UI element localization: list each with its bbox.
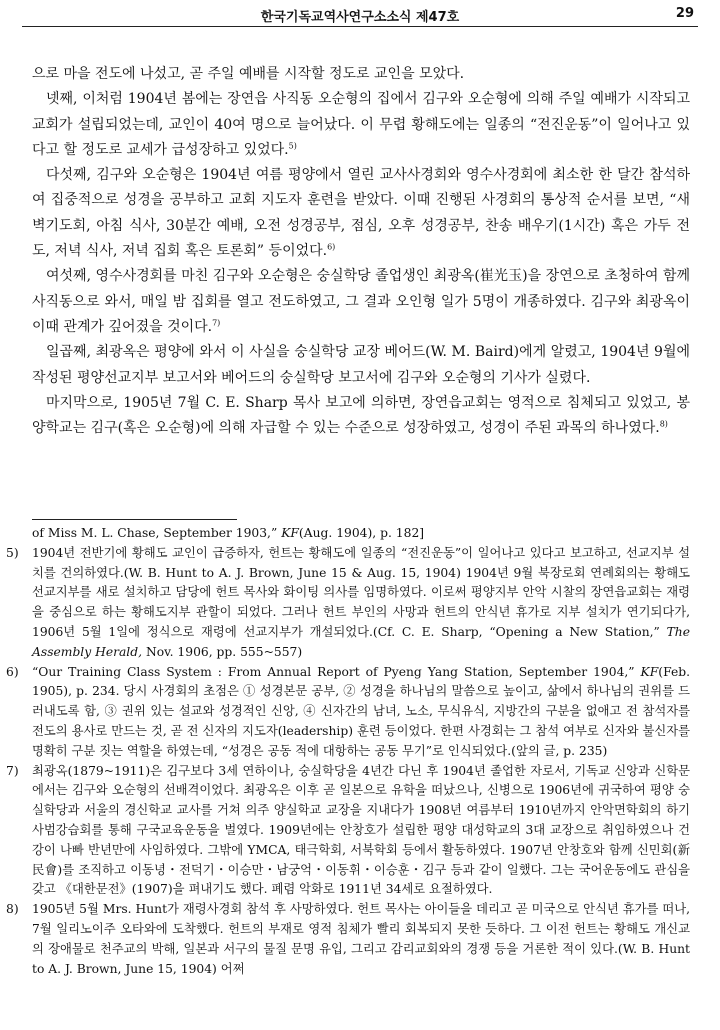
paragraph-text: 마지막으로, 1905년 7월 C. E. Sharp 목사 보고에 의하면, 장연읍교회는 영적으로 침체되고 있었고, 봉양학교는 김구(혹은 오순형)에 의해 자급할 수 있는 수준으로 성장하였고, 성경이 주된 과목의 하나였다. [32, 394, 690, 437]
main-text [32, 62, 690, 441]
footnote-number: 7) [6, 763, 19, 778]
paragraph-text: 다섯째, 김구와 오순형은 1904년 여름 평양에서 열린 교사사경회와 영수사경회에 최소한 한 달간 참석하여 집중적으로 성경을 공부하고 교회 지도자 훈련을 받았다. 이때 진행된 사경회의 통상적 순서를 보면, “새벽기도회, 아침 식사, 30분간 예배, 오전 성경공부, 점심, 오후 성경공부, 찬송 배우기(1시간) 혹은 가두 전도, 저녁 식사, 저녁 집회 혹은 토론회” 등이었다. [32, 167, 690, 260]
footnote-text: (Aug. 1904), p. 182] [298, 526, 425, 540]
footnote-ref[interactable]: 7) [212, 318, 221, 328]
paragraph [32, 391, 690, 442]
paragraph-text: 으로 마을 전도에 나섰고, 곧 주일 예배를 시작할 정도로 교인을 모았다. [32, 66, 465, 82]
journal-title: 한국기독교역사연구소소식 제47호 [260, 10, 460, 25]
footnote-text: 1904년 전반기에 황해도 교인이 급증하자, 헌트는 황해도에 일종의 “전진운동”이 일어나고 있다고 보고하고, 선교지부 설치를 건의하였다.(W. B. Hunt to A. J. Brown, June 15 & Aug. 15, 1904) 1904년 9월 북장로회 연례회의는 황해도 선교지부를 새로 설치하고 담당에 헌트 목사와 화이팅 의사를 임명하였다. 이로써 평양지부 안악 시찰의 장연읍교회는 재령을 중심으로 하는 황해도지부 관할이 되었다. 그러나 헌트 부인의 사망과 헌트의 안식년 휴가로 지부 설치가 연기되다가, 1906년 5월 1일에 정식으로 재령에 선교지부가 개설되었다.(Cf. C. E. Sharp, “Opening a New Station,” [32, 545, 690, 639]
paragraph [32, 87, 690, 163]
footnote-8 [6, 900, 690, 979]
footnote-ref[interactable]: 5) [288, 141, 297, 151]
footnote-number: 6) [6, 664, 19, 679]
footnote-text: Nov. 1906, pp. 555~557) [145, 644, 303, 659]
footnote-continuation [32, 524, 690, 544]
paragraph-text: 여섯째, 영수사경회를 마친 김구와 오순형은 숭실학당 졸업생인 최광옥(崔光玉)을 장연으로 초청하여 함께 사직동으로 와서, 매일 밤 집회를 열고 전도하였고, 그 결과 오인형 일가 5명이 개종하였다. 김구와 최광옥이 이때 관계가 깊어졌을 것이다. [32, 268, 690, 335]
footnotes [6, 524, 690, 979]
paragraph [32, 163, 690, 264]
running-header [22, 4, 698, 27]
journal-abbrev: KF [281, 526, 299, 540]
footnote-number: 8) [6, 902, 19, 917]
paragraph [32, 62, 690, 87]
page-number: 29 [675, 6, 694, 21]
footnote-5 [6, 544, 690, 663]
paragraph [32, 264, 690, 340]
journal-title-italic: The Assembly Herald, [32, 624, 690, 659]
journal-abbrev: KF [640, 664, 659, 679]
footnote-number: 5) [6, 545, 19, 560]
paragraph-text: 넷째, 이처럼 1904년 봄에는 장연읍 사직동 오순형의 집에서 김구와 오순형에 의해 주일 예배가 시작되고 교회가 설립되었는데, 교인이 40여 명으로 늘어났다. 이 무렵 황해도에는 일종의 “전진운동”이 일어나고 있다고 할 정도로 교세가 급성장하고 있었다. [32, 91, 690, 158]
footnote-7 [6, 762, 690, 901]
footnote-text: 1905년 5월 Mrs. Hunt가 재령사경회 참석 후 사망하였다. 헌트 목사는 아이들을 데리고 곧 미국으로 안식년 휴가를 떠나, 7월 일리노이주 오타와에 도착했다. 헌트의 부재로 영적 침체가 빨리 회복되지 못한 듯하다. 그 이전 헌트는 황해도 개신교의 장애물로 천주교의 박해, 일본과 서구의 물질 문명 유입, 그리고 감리교회와의 경쟁 등을 거론한 적이 있다.(W. B. Hunt to A. J. Brown, June 15, 1904) 어쩌 [32, 902, 690, 976]
footnote-ref[interactable]: 8) [659, 419, 668, 429]
footnote-text: “Our Training Class System : From Annual Report of Pyeng Yang Station, September 1904,” [32, 664, 635, 679]
footnote-ref[interactable]: 6) [327, 242, 336, 252]
paragraph [32, 340, 690, 391]
footnote-6 [6, 663, 690, 762]
footnote-divider [32, 519, 237, 520]
footnote-text: of Miss M. L. Chase, September 1903,” [32, 526, 278, 540]
paragraph-text: 일곱째, 최광옥은 평양에 와서 이 사실을 숭실학당 교장 베어드(W. M. Baird)에게 알렸고, 1904년 9월에 작성된 평양선교지부 보고서와 베어드의 숭실학당 보고서에 김구와 오순형의 기사가 실렸다. [32, 344, 690, 386]
footnote-text: 최광옥(1879~1911)은 김구보다 3세 연하이나, 숭실학당을 4년간 다닌 후 1904년 졸업한 자로서, 기독교 신앙과 신학문에서는 김구와 오순형의 선배격이었다. 최광옥은 이후 곧 일본으로 유학을 떠났으나, 신병으로 1906년에 귀국하여 평양 숭실학당과 서울의 경신학교 교사를 거쳐 의주 양실학교 교장을 지내다가 1908년 여름부터 1910년까지 안악면학회의 하기사범강습회를 통해 구국교육운동을 벌였다. 1909년에는 안창호가 설립한 평양 대성학교의 3대 교장으로 취임하였으나 건강이 나빠 반년만에 사임하였다. 그밖에 YMCA, 태극학회, 서북학회 등에서 활동하였다. 1907년 안창호와 함께 신민회(新民會)를 조직하고 이동녕・전덕기・이승만・남궁억・이동휘・이승훈・김구 등과 같이 일했다. 그는 국어운동에도 관심을 갖고 《대한문전》(1907)을 펴내기도 했다. 폐렴 악화로 1911년 34세로 요절하였다. [32, 763, 690, 897]
footnote-text: (Feb. 1905), p. 234. 당시 사경회의 초점은 ① 성경본문 공부, ② 성경을 하나님의 말씀으로 높이고, 삶에서 하나님의 권위를 드러내도록 함, ③ 권위 있는 설교와 성경적인 신앙, ④ 신자간의 남녀, 노소, 무식유식, 지방간의 구분을 없애고 전 참석자를 전도의 용사로 만드는 것, 곧 전 신자의 지도자(leadership) 훈련 등이었다. 한편 사경회는 그 참석 여부로 신자와 불신자를 명확히 구분 짓는 역할을 하였는데, “성경은 공동 적에 대항하는 공동 무기”로 인식되었다.(앞의 글, p. 235) [32, 664, 690, 758]
